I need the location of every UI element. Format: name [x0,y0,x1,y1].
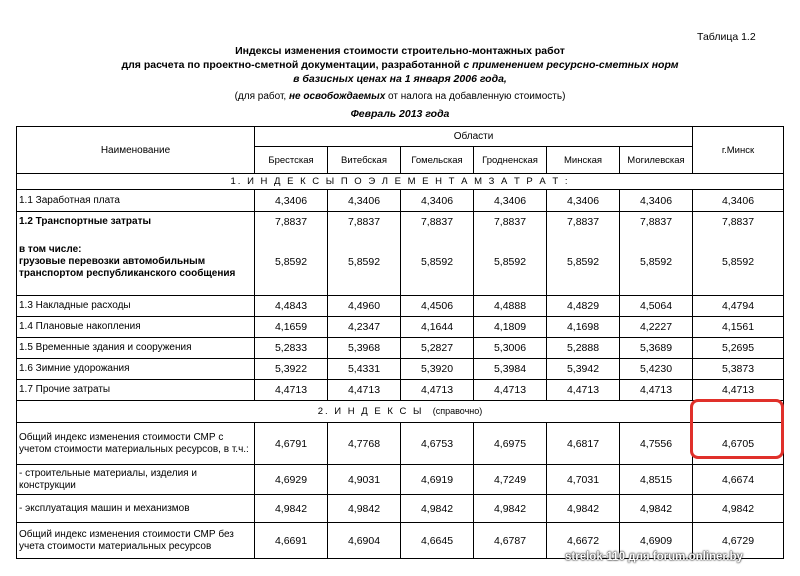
watermark: strelok-110 для forum.onliner.by [565,551,743,563]
cell-value: 4,3406 [255,190,328,212]
cell-value: 4,9842 [693,495,784,523]
header-city: Брестская [255,147,328,174]
cell-value: 4,4713 [255,380,328,401]
cell-value: 5,3922 [255,359,328,380]
note-start: (для работ, [234,91,289,102]
header-regions: Области [255,127,693,147]
row-label: - строительные материалы, изделия и конструкции [17,465,255,495]
cell-value: 4,4713 [401,380,474,401]
cell-value: 7,8837 [566,216,600,228]
cell-value: 4,9842 [474,495,547,523]
cell-value: 5,8592 [420,256,454,268]
cell-value: 5,3942 [547,359,620,380]
cell-value: 4,1561 [693,317,784,338]
cell-value: 7,8837 [420,216,454,228]
cell-value: 5,2833 [255,338,328,359]
cell-value: 4,1698 [547,317,620,338]
cell-group [547,212,620,296]
row-label: Общий индекс изменения стоимости СМР без учета стоимости материальных ресурсов [17,523,255,559]
cell-value: 4,4888 [474,296,547,317]
cell-value: 4,3406 [401,190,474,212]
header-city: Витебская [328,147,401,174]
table-row [17,317,784,338]
cell-value: 4,3406 [547,190,620,212]
cell-value: 7,8837 [347,216,381,228]
cell-value: 4,4713 [328,380,401,401]
cell-value: 5,3689 [620,338,693,359]
section2-title: 2. И Н Д Е К С Ы [317,406,424,417]
cell-value: 5,3873 [693,359,784,380]
highlight-circle [690,399,784,459]
cell-value: 4,9842 [255,495,328,523]
row-label: 1.7 Прочие затраты [17,380,255,401]
table-row [17,423,784,465]
header-city: Могилевская [620,147,693,174]
cell-value: 4,5064 [620,296,693,317]
cell-value: 4,6909 [620,523,693,559]
cell-value: 4,9842 [401,495,474,523]
cell-value: 4,8515 [620,465,693,495]
cell-value: 5,3984 [474,359,547,380]
row-label: 1.3 Накладные расходы [17,296,255,317]
cell-value: 5,8592 [721,256,755,268]
cell-value: 5,2888 [547,338,620,359]
cell-value: 4,7768 [328,423,401,465]
cell-value: 4,1659 [255,317,328,338]
cell-value: 4,6929 [255,465,328,495]
cell-value: 4,9031 [328,465,401,495]
document-title-line2 [0,58,800,72]
row-label: - эксплуатация машин и механизмов [17,495,255,523]
header-city: Гомельская [401,147,474,174]
cell-value: 4,6791 [255,423,328,465]
row-sublabel: в том числе: [19,244,82,255]
title-line2-italic: с применением ресурсно-сметных норм [463,59,679,71]
table-row [17,359,784,380]
row-label-group [17,212,255,296]
cell-group [401,212,474,296]
cell-value: 4,6672 [547,523,620,559]
cell-value: 4,9842 [620,495,693,523]
table-row [17,338,784,359]
header-city: Гродненская [474,147,547,174]
cell-value: 4,4960 [328,296,401,317]
table-row [17,380,784,401]
cell-value-highlighted: 4,6705 [693,423,784,465]
cell-value: 7,8837 [493,216,527,228]
row-label: Общий индекс изменения стоимости СМР с учетом стоимости материальных ресурсов, в т.ч.: [17,423,255,465]
cell-value: 5,4331 [328,359,401,380]
cell-value: 5,8592 [566,256,600,268]
cell-value: 4,4713 [693,380,784,401]
note-emphasis: не освобождаемых [288,91,386,102]
header-minsk: г.Минск [693,127,784,174]
cell-value: 7,8837 [721,216,755,228]
table-row [17,190,784,212]
cell-value: 4,3406 [328,190,401,212]
cell-value: 4,6674 [693,465,784,495]
table-row [17,465,784,495]
cell-value: 4,7556 [620,423,693,465]
vat-note [0,91,800,102]
period-label: Февраль 2013 года [350,108,450,120]
cell-value: 4,2347 [328,317,401,338]
cell-value: 5,3968 [328,338,401,359]
cell-value: 4,4794 [693,296,784,317]
document-title-line3: в базисных ценах на 1 января 2006 года, [293,73,507,85]
cell-value: 4,4829 [547,296,620,317]
cell-value: 4,3406 [693,190,784,212]
section-header: 1. И Н Д Е К С Ы П О Э Л Е М Е Н Т А М З А Т Р А Т : [17,174,784,190]
row-sublabel: грузовые перевозки автомобильным транспортом республиканского сообщения [19,256,236,279]
cell-value: 4,6817 [547,423,620,465]
header-name: Наименование [17,127,255,174]
cell-group [693,212,784,296]
cell-value: 4,4506 [401,296,474,317]
document-title-line1: Индексы изменения стоимости строительно-монтажных работ [235,45,565,57]
cell-value: 4,7031 [547,465,620,495]
cell-group [255,212,328,296]
index-table [16,126,784,559]
cell-value: 4,6753 [401,423,474,465]
cell-value: 4,4843 [255,296,328,317]
table-row [17,296,784,317]
section2-note: (справочно) [432,406,483,416]
cell-value: 4,6975 [474,423,547,465]
cell-value: 4,2227 [620,317,693,338]
cell-value: 4,6904 [328,523,401,559]
cell-value: 5,8592 [274,256,308,268]
cell-group [328,212,401,296]
cell-group [620,212,693,296]
cell-value: 4,9842 [328,495,401,523]
cell-value: 4,4713 [474,380,547,401]
row-label: 1.1 Заработная плата [17,190,255,212]
cell-value: 4,7249 [474,465,547,495]
cell-value: 4,6645 [401,523,474,559]
cell-value: 5,8592 [639,256,673,268]
cell-value: 4,1644 [401,317,474,338]
cell-value: 4,4713 [547,380,620,401]
table-number: Таблица 1.2 [697,31,756,43]
cell-value: 5,4230 [620,359,693,380]
cell-value: 5,2695 [693,338,784,359]
cell-value: 4,3406 [474,190,547,212]
note-end: от налога на добавленную стоимость) [385,91,566,102]
cell-value: 4,9842 [547,495,620,523]
cell-value: 7,8837 [639,216,673,228]
cell-value: 4,4713 [620,380,693,401]
cell-value: 7,8837 [274,216,308,228]
cell-value: 5,3920 [401,359,474,380]
cell-value: 5,2827 [401,338,474,359]
cell-group [474,212,547,296]
title-line2-start: для расчета по проектно-сметной документации, разработанной [121,59,464,71]
cell-value: 5,8592 [493,256,527,268]
table-row [17,212,784,296]
header-city: Минская [547,147,620,174]
row-label: 1.6 Зимние удорожания [17,359,255,380]
table-row [17,495,784,523]
row-label: 1.5 Временные здания и сооружения [17,338,255,359]
row-label: 1.4 Плановые накопления [17,317,255,338]
row-label: 1.2 Транспортные затраты [19,216,152,227]
cell-value: 4,6919 [401,465,474,495]
cell-value: 4,6729 [693,523,784,559]
cell-value: 4,6787 [474,523,547,559]
section-header [17,401,784,423]
cell-value: 5,8592 [347,256,381,268]
cell-value: 5,3006 [474,338,547,359]
cell-value: 4,3406 [620,190,693,212]
cell-value: 4,1809 [474,317,547,338]
cell-value: 4,6691 [255,523,328,559]
